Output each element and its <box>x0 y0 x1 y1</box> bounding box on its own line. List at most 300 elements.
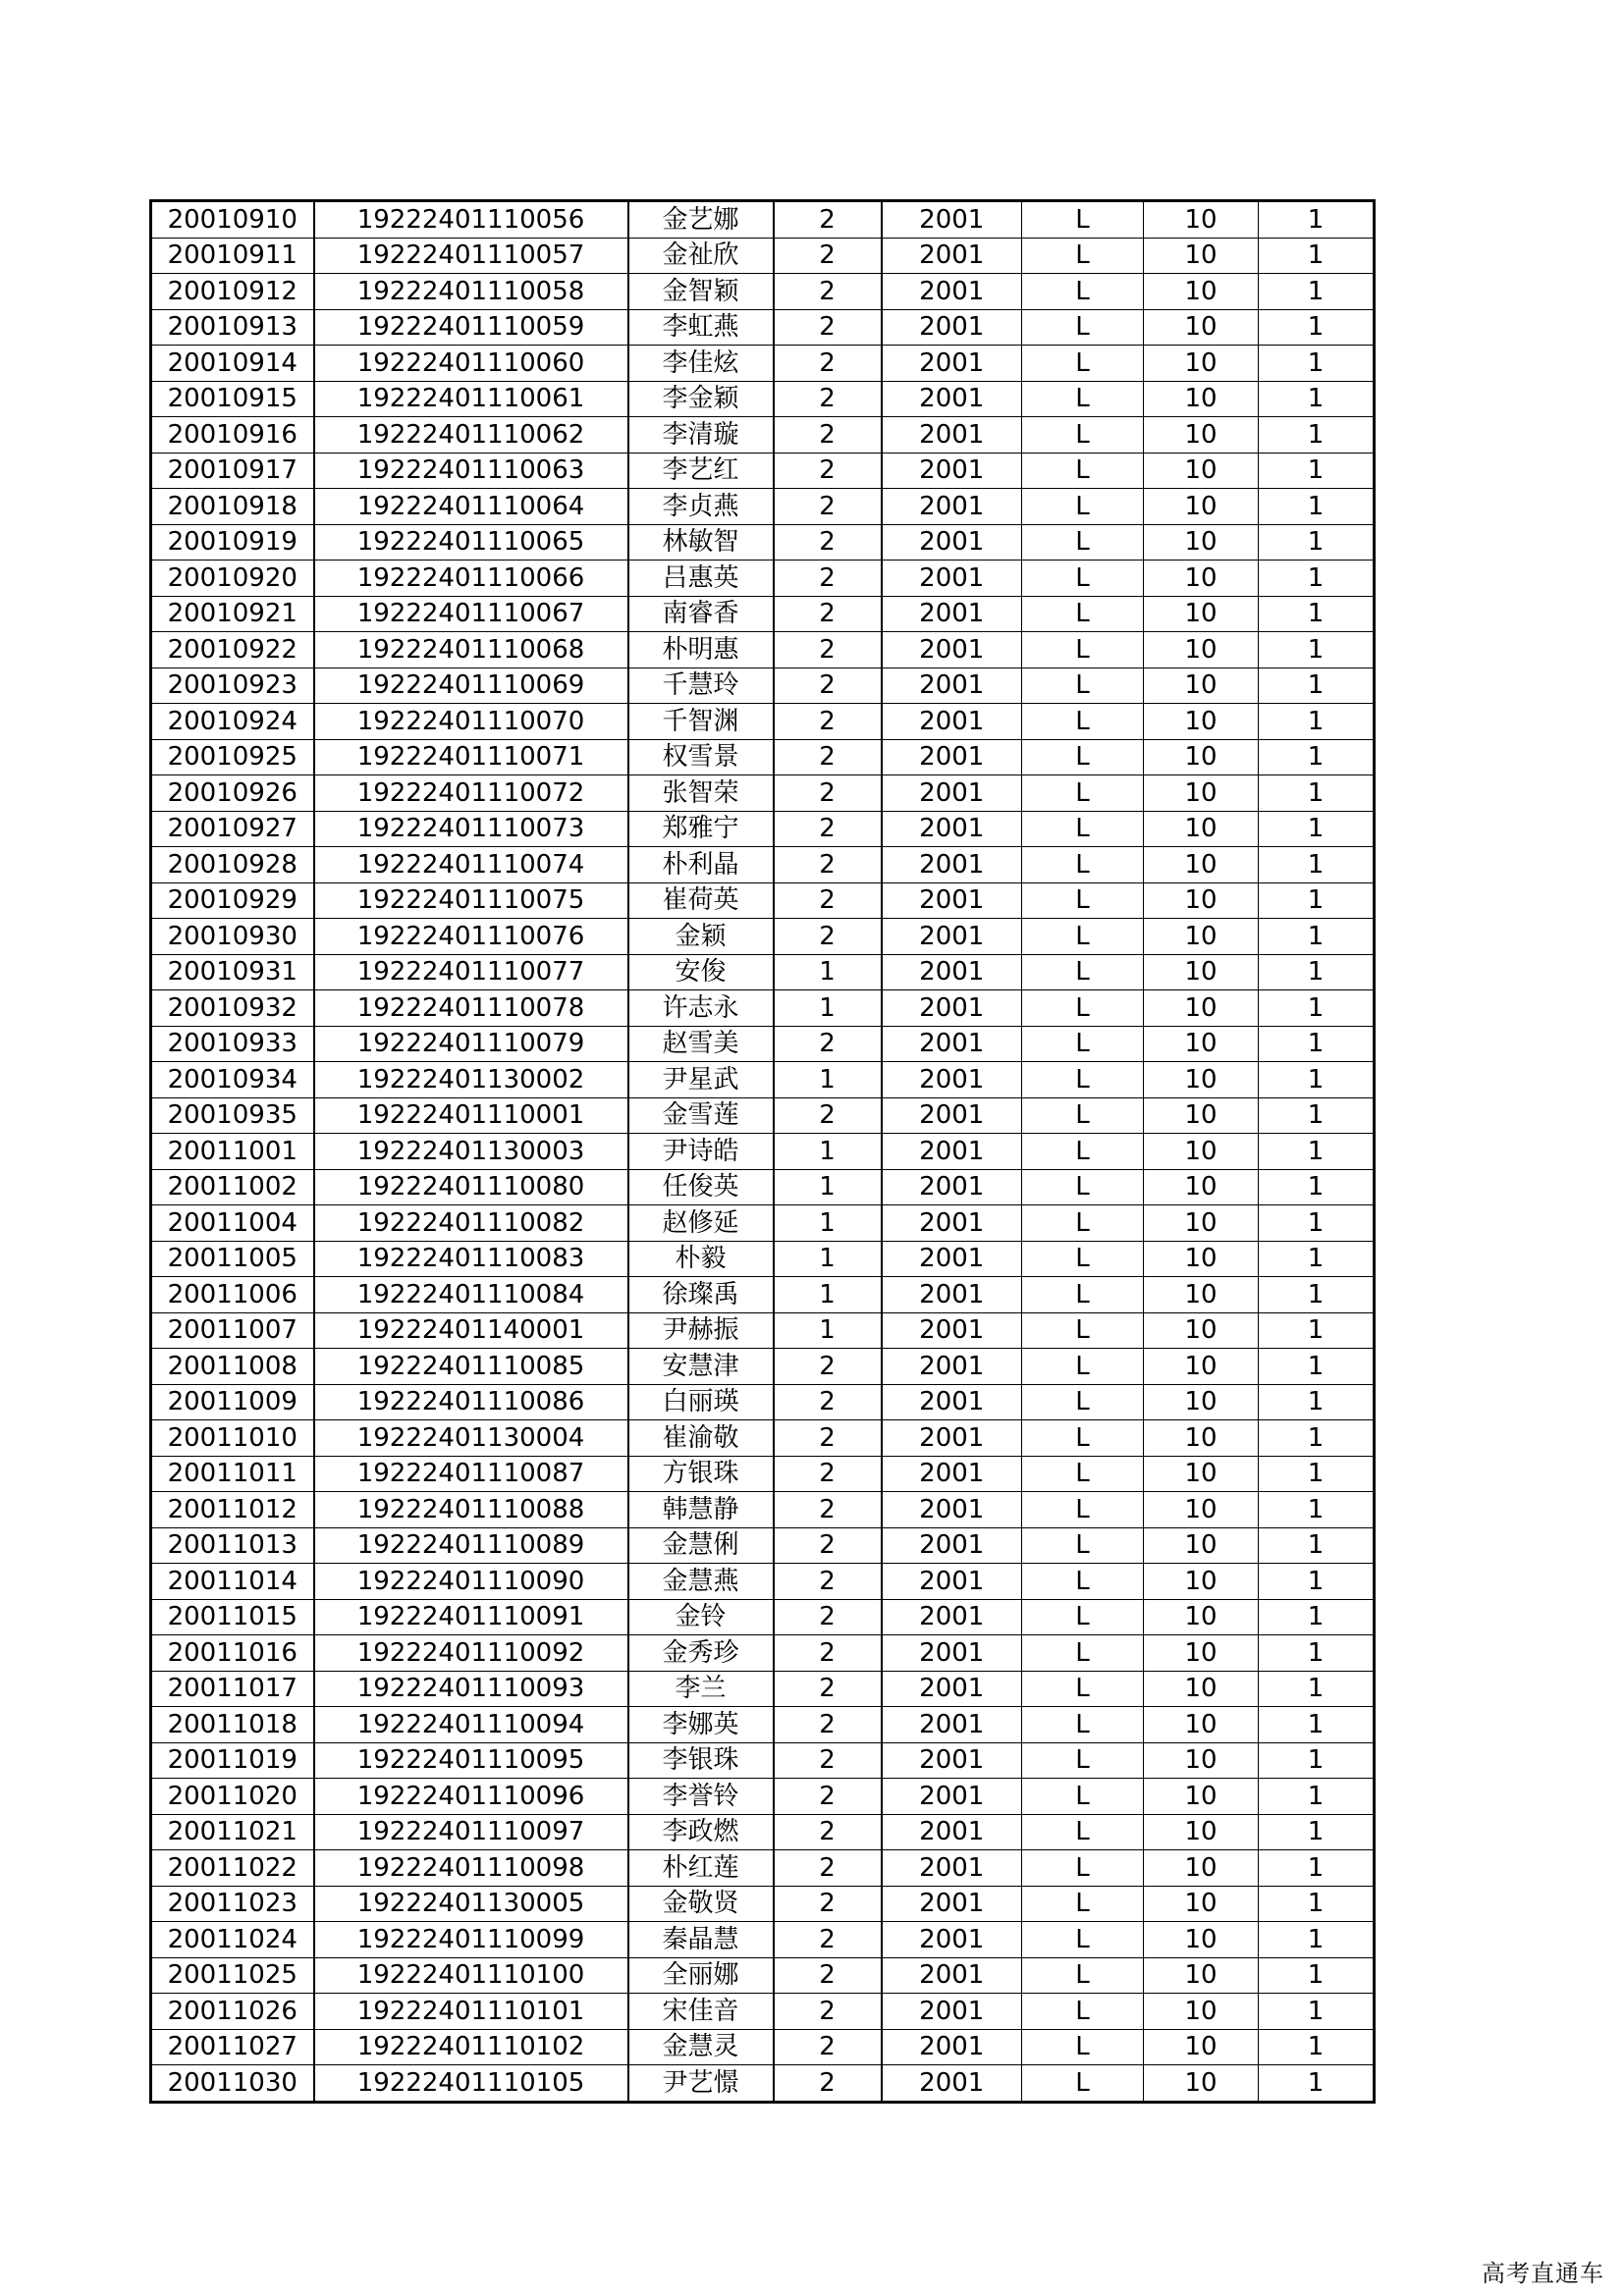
type-cell: L <box>1022 2065 1144 2103</box>
name-cell: 尹赫振 <box>628 1312 774 1349</box>
exam-number-cell: 19222401110077 <box>314 954 628 990</box>
id-cell: 20011021 <box>151 1814 314 1850</box>
id-cell: 20011005 <box>151 1241 314 1277</box>
name-cell: 任俊英 <box>628 1169 774 1205</box>
type-cell: L <box>1022 704 1144 740</box>
exam-number-cell: 19222401130005 <box>314 1886 628 1922</box>
type-cell: L <box>1022 309 1144 346</box>
count-cell: 10 <box>1144 667 1259 704</box>
name-cell: 金艺娜 <box>628 201 774 239</box>
type-cell: L <box>1022 847 1144 883</box>
code-cell: 2001 <box>882 561 1022 597</box>
exam-number-cell: 19222401110078 <box>314 990 628 1027</box>
exam-number-cell: 19222401110083 <box>314 1241 628 1277</box>
exam-number-cell: 19222401110084 <box>314 1277 628 1313</box>
table-body <box>151 201 1375 2103</box>
table-row <box>151 990 1375 1027</box>
exam-number-cell: 19222401110075 <box>314 882 628 919</box>
code-cell: 2001 <box>882 919 1022 955</box>
type-cell: L <box>1022 2029 1144 2065</box>
name-cell: 秦晶慧 <box>628 1922 774 1958</box>
type-cell: L <box>1022 1312 1144 1349</box>
flag-cell: 1 <box>1259 1957 1375 1994</box>
flag-cell: 1 <box>1259 775 1375 812</box>
table-row <box>151 1707 1375 1743</box>
gender-cell: 1 <box>774 1241 882 1277</box>
type-cell: L <box>1022 524 1144 561</box>
code-cell: 2001 <box>882 739 1022 775</box>
type-cell: L <box>1022 1527 1144 1564</box>
id-cell: 20010918 <box>151 489 314 525</box>
gender-cell: 2 <box>774 811 882 847</box>
name-cell: 吕惠英 <box>628 561 774 597</box>
count-cell: 10 <box>1144 561 1259 597</box>
exam-number-cell: 19222401110067 <box>314 596 628 632</box>
exam-number-cell: 19222401130002 <box>314 1062 628 1098</box>
id-cell: 20010910 <box>151 201 314 239</box>
name-cell: 尹艺憬 <box>628 2065 774 2103</box>
count-cell: 10 <box>1144 1779 1259 1815</box>
code-cell: 2001 <box>882 417 1022 454</box>
id-cell: 20011022 <box>151 1850 314 1887</box>
id-cell: 20010919 <box>151 524 314 561</box>
flag-cell: 1 <box>1259 1779 1375 1815</box>
exam-number-cell: 19222401110068 <box>314 632 628 668</box>
code-cell: 2001 <box>882 1026 1022 1062</box>
id-cell: 20010920 <box>151 561 314 597</box>
table-row <box>151 561 1375 597</box>
exam-number-cell: 19222401110088 <box>314 1492 628 1528</box>
type-cell: L <box>1022 1850 1144 1887</box>
exam-number-cell: 19222401110073 <box>314 811 628 847</box>
type-cell: L <box>1022 1564 1144 1600</box>
count-cell: 10 <box>1144 1707 1259 1743</box>
exam-number-cell: 19222401110080 <box>314 1169 628 1205</box>
table-row <box>151 775 1375 812</box>
type-cell: L <box>1022 346 1144 382</box>
flag-cell: 1 <box>1259 2065 1375 2103</box>
id-cell: 20010929 <box>151 882 314 919</box>
table-row <box>151 1742 1375 1779</box>
gender-cell: 2 <box>774 704 882 740</box>
flag-cell: 1 <box>1259 1420 1375 1457</box>
code-cell: 2001 <box>882 1420 1022 1457</box>
flag-cell: 1 <box>1259 919 1375 955</box>
exam-number-cell: 19222401110092 <box>314 1635 628 1672</box>
exam-number-cell: 19222401110069 <box>314 667 628 704</box>
name-cell: 白丽瑛 <box>628 1384 774 1420</box>
code-cell: 2001 <box>882 1169 1022 1205</box>
gender-cell: 2 <box>774 1994 882 2030</box>
exam-number-cell: 19222401110105 <box>314 2065 628 2103</box>
name-cell: 全丽娜 <box>628 1957 774 1994</box>
type-cell: L <box>1022 667 1144 704</box>
count-cell: 10 <box>1144 1814 1259 1850</box>
code-cell: 2001 <box>882 1205 1022 1242</box>
name-cell: 朴利晶 <box>628 847 774 883</box>
count-cell: 10 <box>1144 238 1259 274</box>
gender-cell: 2 <box>774 667 882 704</box>
exam-number-cell: 19222401130004 <box>314 1420 628 1457</box>
exam-number-cell: 19222401110065 <box>314 524 628 561</box>
type-cell: L <box>1022 1599 1144 1635</box>
flag-cell: 1 <box>1259 882 1375 919</box>
id-cell: 20010914 <box>151 346 314 382</box>
flag-cell: 1 <box>1259 1635 1375 1672</box>
type-cell: L <box>1022 1492 1144 1528</box>
id-cell: 20011025 <box>151 1957 314 1994</box>
name-cell: 徐璨禹 <box>628 1277 774 1313</box>
gender-cell: 2 <box>774 1779 882 1815</box>
gender-cell: 2 <box>774 561 882 597</box>
id-cell: 20011001 <box>151 1134 314 1170</box>
id-cell: 20011010 <box>151 1420 314 1457</box>
gender-cell: 2 <box>774 309 882 346</box>
id-cell: 20010935 <box>151 1097 314 1134</box>
type-cell: L <box>1022 1062 1144 1098</box>
gender-cell: 2 <box>774 1814 882 1850</box>
gender-cell: 1 <box>774 1062 882 1098</box>
type-cell: L <box>1022 1134 1144 1170</box>
exam-number-cell: 19222401110056 <box>314 201 628 239</box>
table-row <box>151 1384 1375 1420</box>
id-cell: 20010926 <box>151 775 314 812</box>
table-row <box>151 1169 1375 1205</box>
gender-cell: 2 <box>774 1492 882 1528</box>
count-cell: 10 <box>1144 1886 1259 1922</box>
code-cell: 2001 <box>882 704 1022 740</box>
type-cell: L <box>1022 919 1144 955</box>
name-cell: 朴明惠 <box>628 632 774 668</box>
id-cell: 20011024 <box>151 1922 314 1958</box>
gender-cell: 2 <box>774 238 882 274</box>
name-cell: 金慧俐 <box>628 1527 774 1564</box>
table-row <box>151 596 1375 632</box>
type-cell: L <box>1022 954 1144 990</box>
name-cell: 朴毅 <box>628 1241 774 1277</box>
table-row <box>151 1671 1375 1707</box>
gender-cell: 2 <box>774 1957 882 1994</box>
name-cell: 李誉铃 <box>628 1779 774 1815</box>
exam-number-cell: 19222401110090 <box>314 1564 628 1600</box>
code-cell: 2001 <box>882 1492 1022 1528</box>
code-cell: 2001 <box>882 1097 1022 1134</box>
table-row <box>151 1134 1375 1170</box>
name-cell: 金秀珍 <box>628 1635 774 1672</box>
code-cell: 2001 <box>882 811 1022 847</box>
flag-cell: 1 <box>1259 1349 1375 1385</box>
name-cell: 金颖 <box>628 919 774 955</box>
code-cell: 2001 <box>882 1241 1022 1277</box>
exam-number-cell: 19222401110102 <box>314 2029 628 2065</box>
count-cell: 10 <box>1144 1456 1259 1492</box>
type-cell: L <box>1022 561 1144 597</box>
count-cell: 10 <box>1144 632 1259 668</box>
name-cell: 李清璇 <box>628 417 774 454</box>
type-cell: L <box>1022 489 1144 525</box>
flag-cell: 1 <box>1259 1277 1375 1313</box>
code-cell: 2001 <box>882 1922 1022 1958</box>
id-cell: 20010925 <box>151 739 314 775</box>
flag-cell: 1 <box>1259 274 1375 310</box>
type-cell: L <box>1022 1349 1144 1385</box>
type-cell: L <box>1022 453 1144 489</box>
count-cell: 10 <box>1144 1957 1259 1994</box>
table-row <box>151 1957 1375 1994</box>
name-cell: 金铃 <box>628 1599 774 1635</box>
gender-cell: 2 <box>774 2029 882 2065</box>
gender-cell: 2 <box>774 1384 882 1420</box>
table-row <box>151 811 1375 847</box>
name-cell: 李政燃 <box>628 1814 774 1850</box>
table-row <box>151 882 1375 919</box>
count-cell: 10 <box>1144 1384 1259 1420</box>
table-row <box>151 1635 1375 1672</box>
gender-cell: 2 <box>774 1635 882 1672</box>
id-cell: 20010913 <box>151 309 314 346</box>
name-cell: 金慧燕 <box>628 1564 774 1600</box>
gender-cell: 2 <box>774 847 882 883</box>
code-cell: 2001 <box>882 1742 1022 1779</box>
count-cell: 10 <box>1144 309 1259 346</box>
type-cell: L <box>1022 1922 1144 1958</box>
flag-cell: 1 <box>1259 1134 1375 1170</box>
exam-number-cell: 19222401110061 <box>314 381 628 417</box>
count-cell: 10 <box>1144 1994 1259 2030</box>
id-cell: 20011023 <box>151 1886 314 1922</box>
code-cell: 2001 <box>882 882 1022 919</box>
flag-cell: 1 <box>1259 739 1375 775</box>
flag-cell: 1 <box>1259 524 1375 561</box>
count-cell: 10 <box>1144 1134 1259 1170</box>
type-cell: L <box>1022 1707 1144 1743</box>
name-cell: 李艺红 <box>628 453 774 489</box>
flag-cell: 1 <box>1259 667 1375 704</box>
gender-cell: 2 <box>774 596 882 632</box>
exam-number-cell: 19222401110057 <box>314 238 628 274</box>
name-cell: 李兰 <box>628 1671 774 1707</box>
table-row <box>151 201 1375 239</box>
name-cell: 南睿香 <box>628 596 774 632</box>
count-cell: 10 <box>1144 1564 1259 1600</box>
code-cell: 2001 <box>882 1599 1022 1635</box>
type-cell: L <box>1022 1277 1144 1313</box>
gender-cell: 2 <box>774 1564 882 1600</box>
name-cell: 尹星武 <box>628 1062 774 1098</box>
count-cell: 10 <box>1144 381 1259 417</box>
id-cell: 20011027 <box>151 2029 314 2065</box>
code-cell: 2001 <box>882 1635 1022 1672</box>
count-cell: 10 <box>1144 739 1259 775</box>
type-cell: L <box>1022 596 1144 632</box>
code-cell: 2001 <box>882 1707 1022 1743</box>
id-cell: 20010933 <box>151 1026 314 1062</box>
gender-cell: 2 <box>774 775 882 812</box>
code-cell: 2001 <box>882 238 1022 274</box>
type-cell: L <box>1022 1957 1144 1994</box>
type-cell: L <box>1022 1241 1144 1277</box>
code-cell: 2001 <box>882 1277 1022 1313</box>
count-cell: 10 <box>1144 2029 1259 2065</box>
count-cell: 10 <box>1144 704 1259 740</box>
id-cell: 20011019 <box>151 1742 314 1779</box>
name-cell: 金慧灵 <box>628 2029 774 2065</box>
table-row <box>151 1850 1375 1887</box>
code-cell: 2001 <box>882 309 1022 346</box>
flag-cell: 1 <box>1259 201 1375 239</box>
id-cell: 20011020 <box>151 1779 314 1815</box>
id-cell: 20011018 <box>151 1707 314 1743</box>
type-cell: L <box>1022 775 1144 812</box>
id-cell: 20011016 <box>151 1635 314 1672</box>
gender-cell: 2 <box>774 1599 882 1635</box>
code-cell: 2001 <box>882 1062 1022 1098</box>
id-cell: 20010930 <box>151 919 314 955</box>
flag-cell: 1 <box>1259 954 1375 990</box>
type-cell: L <box>1022 238 1144 274</box>
table-row <box>151 1599 1375 1635</box>
count-cell: 10 <box>1144 417 1259 454</box>
count-cell: 10 <box>1144 1420 1259 1457</box>
id-cell: 20010916 <box>151 417 314 454</box>
table-row <box>151 1349 1375 1385</box>
table-row <box>151 1062 1375 1098</box>
exam-number-cell: 19222401110063 <box>314 453 628 489</box>
table-row <box>151 704 1375 740</box>
name-cell: 郑雅宁 <box>628 811 774 847</box>
type-cell: L <box>1022 274 1144 310</box>
count-cell: 10 <box>1144 775 1259 812</box>
gender-cell: 2 <box>774 489 882 525</box>
gender-cell: 2 <box>774 1922 882 1958</box>
count-cell: 10 <box>1144 1097 1259 1134</box>
exam-number-cell: 19222401110099 <box>314 1922 628 1958</box>
table-row <box>151 381 1375 417</box>
exam-number-cell: 19222401130003 <box>314 1134 628 1170</box>
count-cell: 10 <box>1144 1277 1259 1313</box>
count-cell: 10 <box>1144 811 1259 847</box>
id-cell: 20010921 <box>151 596 314 632</box>
table-row <box>151 1241 1375 1277</box>
code-cell: 2001 <box>882 1564 1022 1600</box>
name-cell: 朴红莲 <box>628 1850 774 1887</box>
exam-number-cell: 19222401110086 <box>314 1384 628 1420</box>
type-cell: L <box>1022 1994 1144 2030</box>
code-cell: 2001 <box>882 453 1022 489</box>
exam-number-cell: 19222401110082 <box>314 1205 628 1242</box>
id-cell: 20010912 <box>151 274 314 310</box>
gender-cell: 2 <box>774 1742 882 1779</box>
type-cell: L <box>1022 882 1144 919</box>
name-cell: 李佳炫 <box>628 346 774 382</box>
gender-cell: 1 <box>774 1277 882 1313</box>
data-table <box>149 199 1376 2104</box>
type-cell: L <box>1022 1742 1144 1779</box>
code-cell: 2001 <box>882 524 1022 561</box>
name-cell: 李银珠 <box>628 1742 774 1779</box>
table-row <box>151 954 1375 990</box>
table-row <box>151 1779 1375 1815</box>
exam-number-cell: 19222401110001 <box>314 1097 628 1134</box>
code-cell: 2001 <box>882 1994 1022 2030</box>
count-cell: 10 <box>1144 1742 1259 1779</box>
table-row <box>151 417 1375 454</box>
table-row <box>151 489 1375 525</box>
flag-cell: 1 <box>1259 1886 1375 1922</box>
flag-cell: 1 <box>1259 1527 1375 1564</box>
count-cell: 10 <box>1144 919 1259 955</box>
code-cell: 2001 <box>882 1886 1022 1922</box>
name-cell: 金智颖 <box>628 274 774 310</box>
code-cell: 2001 <box>882 201 1022 239</box>
table-row <box>151 238 1375 274</box>
code-cell: 2001 <box>882 1850 1022 1887</box>
code-cell: 2001 <box>882 1527 1022 1564</box>
id-cell: 20011009 <box>151 1384 314 1420</box>
id-cell: 20010915 <box>151 381 314 417</box>
type-cell: L <box>1022 1779 1144 1815</box>
name-cell: 宋佳音 <box>628 1994 774 2030</box>
name-cell: 千智渊 <box>628 704 774 740</box>
type-cell: L <box>1022 417 1144 454</box>
code-cell: 2001 <box>882 2029 1022 2065</box>
type-cell: L <box>1022 1886 1144 1922</box>
table-row <box>151 2029 1375 2065</box>
code-cell: 2001 <box>882 775 1022 812</box>
name-cell: 李虹燕 <box>628 309 774 346</box>
exam-number-cell: 19222401110096 <box>314 1779 628 1815</box>
exam-number-cell: 19222401110064 <box>314 489 628 525</box>
count-cell: 10 <box>1144 1241 1259 1277</box>
flag-cell: 1 <box>1259 1671 1375 1707</box>
name-cell: 李贞燕 <box>628 489 774 525</box>
code-cell: 2001 <box>882 381 1022 417</box>
name-cell: 张智荣 <box>628 775 774 812</box>
exam-number-cell: 19222401110070 <box>314 704 628 740</box>
name-cell: 安俊 <box>628 954 774 990</box>
exam-number-cell: 19222401110100 <box>314 1957 628 1994</box>
exam-number-cell: 19222401110091 <box>314 1599 628 1635</box>
type-cell: L <box>1022 1384 1144 1420</box>
table-row <box>151 919 1375 955</box>
id-cell: 20011011 <box>151 1456 314 1492</box>
count-cell: 10 <box>1144 1599 1259 1635</box>
gender-cell: 2 <box>774 739 882 775</box>
count-cell: 10 <box>1144 954 1259 990</box>
code-cell: 2001 <box>882 2065 1022 2103</box>
type-cell: L <box>1022 1169 1144 1205</box>
type-cell: L <box>1022 632 1144 668</box>
exam-number-cell: 19222401140001 <box>314 1312 628 1349</box>
id-cell: 20011026 <box>151 1994 314 2030</box>
table-row <box>151 1205 1375 1242</box>
code-cell: 2001 <box>882 1957 1022 1994</box>
count-cell: 10 <box>1144 1349 1259 1385</box>
gender-cell: 2 <box>774 2065 882 2103</box>
count-cell: 10 <box>1144 1671 1259 1707</box>
flag-cell: 1 <box>1259 346 1375 382</box>
flag-cell: 1 <box>1259 1742 1375 1779</box>
name-cell: 金敬贤 <box>628 1886 774 1922</box>
id-cell: 20010931 <box>151 954 314 990</box>
table-row <box>151 309 1375 346</box>
table-row <box>151 847 1375 883</box>
table-row <box>151 1527 1375 1564</box>
table-row <box>151 739 1375 775</box>
gender-cell: 2 <box>774 1707 882 1743</box>
exam-number-cell: 19222401110059 <box>314 309 628 346</box>
type-cell: L <box>1022 739 1144 775</box>
